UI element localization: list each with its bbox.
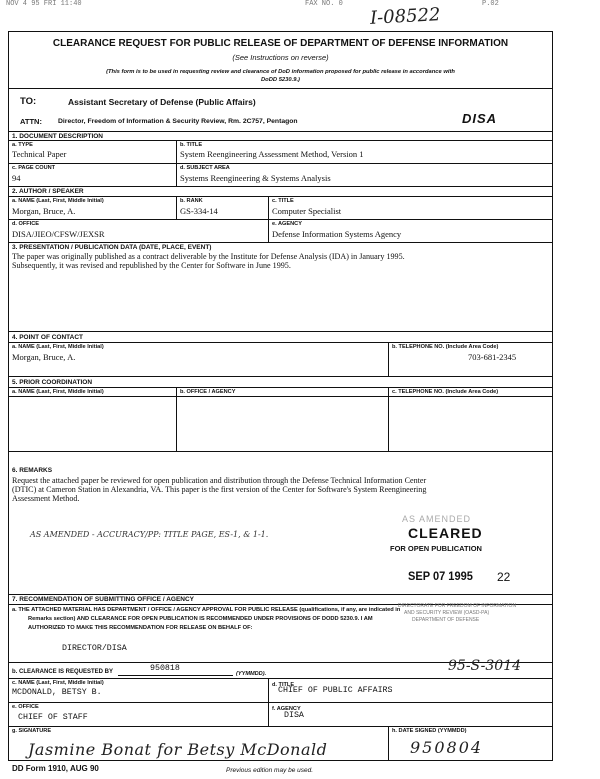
handwritten-document-id: I-08522 [369, 4, 441, 29]
fax-header-middle: FAX NO. 0 [305, 0, 343, 8]
recommender-agency-label: f. AGENCY [272, 706, 301, 712]
divider [8, 726, 553, 727]
form-id: DD Form 1910, AUG 90 [12, 764, 99, 773]
signature: Jasmine Bonat for Betsy McDonald [28, 740, 328, 759]
divider [8, 451, 553, 452]
disa-stamp: DISA [462, 111, 498, 126]
divider [8, 88, 553, 89]
divider [8, 140, 553, 141]
divider [8, 331, 553, 332]
doc-type-value: Technical Paper [12, 149, 67, 159]
prior-coordination-name-label: a. NAME (Last, First, Middle Initial) [12, 389, 104, 395]
divider [8, 219, 553, 220]
divider [8, 242, 553, 243]
form-title: CLEARANCE REQUEST FOR PUBLIC RELEASE OF DEPARTMENT OF DEFENSE INFORMATION [52, 38, 509, 49]
author-rank-label: b. RANK [180, 198, 203, 204]
recommender-title-value: CHIEF OF PUBLIC AFFAIRS [278, 686, 393, 695]
remarks-line-3: Assessment Method. [12, 494, 80, 503]
section-6-header: 6. REMARKS [12, 467, 53, 474]
form-purpose-line-1: (This form is to be used in requesting review and clearance of DoD information proposed for public release in accordance with [106, 69, 455, 75]
underline [118, 675, 233, 676]
recommendation-line-1: a. THE ATTACHED MATERIAL HAS DEPARTMENT / OFFICE / AGENCY APPROVAL FOR PUBLIC RELEASE (qualifications, if any, are indicated in [12, 607, 401, 613]
previous-edition-note: Previous edition may be used. [226, 767, 314, 774]
overlay-stamp-line-3: DEPARTMENT OF DEFENSE [412, 617, 480, 623]
section-4-header: 4. POINT OF CONTACT [12, 334, 84, 341]
attn-value: Director, Freedom of Information & Security Review, Rm. 2C757, Pentagon [58, 118, 298, 125]
stamp-for-open-publication: FOR OPEN PUBLICATION [390, 544, 482, 553]
handwritten-reference-number: 95-S-3014 [448, 658, 522, 674]
stamp-clearance-date: SEP 07 1995 [408, 569, 473, 583]
divider [8, 342, 553, 343]
divider [8, 376, 553, 377]
divider [8, 594, 553, 595]
prior-coordination-phone-label: c. TELEPHONE NO. (Include Area Code) [392, 389, 499, 395]
form-instructions: (See Instructions on reverse) [232, 53, 329, 62]
publication-data-line-1: The paper was originally published as a contract deliverable by the Institute for Defense Analysis (IDA) in January 1995. [12, 252, 405, 261]
author-office-value: DISA/JIEO/CFSW/JEXSR [12, 229, 105, 239]
subject-area-label: d. SUBJECT AREA [180, 165, 230, 171]
author-title-label: c. TITLE [272, 198, 294, 204]
recommender-name-label: c. NAME (Last, First, Middle Initial) [12, 680, 104, 686]
divider [8, 163, 553, 164]
poc-phone-label: b. TELEPHONE NO. (Include Area Code) [392, 344, 499, 350]
remarks-line-2: (DTIC) at Cameron Station in Alexandria, VA. This paper is the first version of the Center for Software's System Reengineering [12, 485, 427, 494]
clearance-requested-by-suffix: (YYMMDD). [236, 671, 267, 677]
date-signed-label: h. DATE SIGNED (YYMMDD) [392, 728, 467, 734]
fax-header-right: P.02 [482, 0, 499, 8]
date-signed-value: 950804 [410, 738, 484, 757]
section-1-header: 1. DOCUMENT DESCRIPTION [12, 133, 104, 140]
poc-name-label: a. NAME (Last, First, Middle Initial) [12, 344, 104, 350]
overlay-stamp-line-2: AND SECURITY REVIEW (OASD-PA) [404, 610, 490, 616]
author-agency-label: e. AGENCY [272, 221, 302, 227]
clearance-requested-by-value: 950818 [150, 664, 180, 673]
divider [8, 196, 553, 197]
to-value: Assistant Secretary of Defense (Public Affairs) [68, 97, 256, 107]
recommender-office-value: CHIEF OF STAFF [18, 713, 88, 722]
section-7-header: 7. RECOMMENDATION OF SUBMITTING OFFICE / AGENCY [12, 596, 194, 603]
section-3-header: 3. PRESENTATION / PUBLICATION DATA (DATE, PLACE, EVENT) [12, 244, 212, 251]
divider [8, 396, 553, 397]
page-count-label: c. PAGE COUNT [12, 165, 56, 171]
divider [8, 678, 553, 679]
recommendation-line-2: Remarks section) AND CLEARANCE FOR OPEN PUBLICATION IS RECOMMENDED UNDER PROVISIONS OF DODD 5230.9. I AM [28, 616, 373, 622]
recommender-office-label: e. OFFICE [12, 704, 39, 710]
doc-type-label: a. TYPE [12, 142, 33, 148]
author-name-label: a. NAME (Last, First, Middle Initial) [12, 198, 104, 204]
divider [8, 186, 553, 187]
on-behalf-of-value: DIRECTOR/DISA [62, 644, 127, 653]
subject-area-value: Systems Reengineering & Systems Analysis [180, 173, 331, 183]
divider [8, 702, 553, 703]
poc-phone-value: 703-681-2345 [468, 352, 517, 362]
fax-header-left: NOV 4 95 FRI 11:40 [6, 0, 82, 8]
signature-label: g. SIGNATURE [12, 728, 52, 734]
divider [8, 131, 553, 132]
prior-coordination-office-label: b. OFFICE / AGENCY [180, 389, 236, 395]
author-agency-value: Defense Information Systems Agency [272, 229, 402, 239]
page-count-value: 94 [12, 173, 21, 183]
recommender-agency-value: DISA [284, 711, 304, 720]
overlay-stamp-line-1: DIRECTORATE FOR FREEDOM OF INFORMATION [398, 603, 517, 609]
clearance-requested-by-label: b. CLEARANCE IS REQUESTED BY [12, 669, 114, 675]
stamp-as-amended: AS AMENDED [402, 514, 472, 524]
divider [8, 387, 553, 388]
section-5-header: 5. PRIOR COORDINATION [12, 379, 93, 386]
poc-name-value: Morgan, Bruce, A. [12, 352, 76, 362]
divider [176, 196, 177, 219]
handwritten-amendment-note: AS AMENDED - ACCURACY/PP: TITLE PAGE, ES-1, & 1-1. [30, 530, 269, 539]
recommender-title-label: d. TITLE [272, 682, 295, 688]
author-name-value: Morgan, Bruce, A. [12, 206, 76, 216]
author-office-label: d. OFFICE [12, 221, 40, 227]
stamp-cleared: CLEARED [408, 525, 483, 541]
author-title-value: Computer Specialist [272, 206, 342, 216]
section-2-header: 2. AUTHOR / SPEAKER [12, 188, 84, 195]
author-rank-value: GS-334-14 [180, 206, 218, 216]
attn-label: ATTN: [20, 117, 42, 126]
remarks-line-1: Request the attached paper be reviewed for open publication and distribution through the Defense Technical Information Center [12, 476, 427, 485]
recommendation-line-3: AUTHORIZED TO MAKE THIS RECOMMENDATION FOR RELEASE ON BEHALF OF: [28, 625, 253, 631]
stamp-clearance-number: 22 [497, 570, 511, 584]
to-label: TO: [20, 96, 37, 107]
publication-data-line-2: Subsequently, it was revised and republished by the Center for Software in June 1995. [12, 261, 291, 270]
divider [388, 726, 389, 761]
recommender-name-value: MCDONALD, BETSY B. [12, 688, 102, 697]
doc-title-value: System Reengineering Assessment Method, Version 1 [180, 149, 364, 159]
doc-title-label: b. TITLE [180, 142, 203, 148]
divider [388, 342, 389, 376]
form-purpose-line-2: DoDD 5230.9.) [261, 77, 300, 83]
